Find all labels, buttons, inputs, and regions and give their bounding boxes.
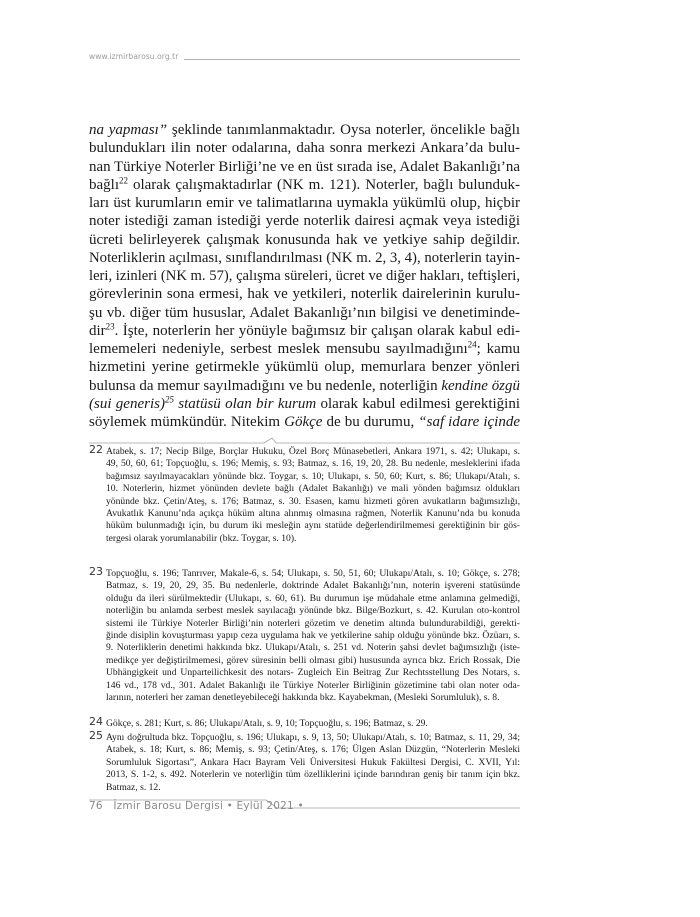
- italic-text: “saf idare içinde: [418, 414, 521, 430]
- text-run: hüküm bulunmadığı için, bu durum iki mesleğin aynı statüde değerlendirilmemesi gerektiğinin bir gös-: [106, 520, 520, 532]
- text-line: [106, 471, 520, 483]
- text-run: Ubhängigkeit und Unparteilichkesit des notars- Zugleich Ein Beitrag Zur Rechtsstellung Des Notars, s.: [106, 667, 520, 679]
- text-run: 2013, S. 1-2, s. 492. Noterlerin ve noterliğin tüm özelliklerini içinde barındıran geniş bir tanım için bkz.: [106, 769, 520, 781]
- text-run: Atabek, s. 17; Necip Bilge, Borçlar Hukuku, Özel Borç Münasebetleri, Ankara 1971, s. 42; Ulukapı, s.: [106, 446, 520, 457]
- footnote-25: [89, 729, 520, 794]
- text-run: dir: [89, 322, 106, 339]
- footnote-number: 23: [89, 565, 103, 578]
- text-line: [106, 496, 520, 508]
- text-line: [106, 782, 520, 794]
- text-run: görevlerinin sona ermesi, hak ve yetkileri, noterlik dairelerinin kurulu-: [89, 286, 520, 303]
- text-line: [106, 744, 520, 756]
- footnote-number: 22: [89, 443, 103, 456]
- text-line: [106, 757, 520, 769]
- text-run: larının, noterleri her zaman denetleyebileceği hakkında bkz. Kayabekman, (Mesleki Sorumluluk), s. 8.: [106, 691, 500, 703]
- text-line: [106, 580, 520, 592]
- text-run: olarak kabul edilmesi gerektiğini: [316, 395, 521, 412]
- text-run: . İşte, noterlerin her yönüyle bağımsız bir çalışan olarak kabul edi-: [114, 322, 520, 339]
- text-run: ları üst kurumların emir ve talimatlarına uymakla yükümlü olup, hiçbir: [89, 195, 520, 211]
- text-run: Sorumluluk Sigortası”, Ankara Hacı Bayram Veli Üniversitesi Hukuk Fakültesi Dergisi, C. XVII, Yıl:: [106, 756, 520, 768]
- text-line: [106, 667, 520, 679]
- text-run: ; kamu: [476, 341, 521, 357]
- text-run: 49, 50, 60, 61; Topçuoğlu, s. 196; Memiş, s. 93; Batmaz, s. 16, 19, 20, 28. Bu nedenle, mesleklerini ifada: [106, 458, 520, 470]
- text-line: [106, 605, 520, 617]
- page-footer: [89, 800, 304, 812]
- italic-text: (sui generis): [89, 395, 165, 412]
- text-run: Aynı doğrultuda bkz. Topçuoğlu, s. 196; Ulukapı, s. 9, 13, 50; Ulukapı/Atalı, s. 10; Batmaz, s. 11, 29, 34;: [106, 732, 520, 743]
- footnote-number: 25: [89, 729, 103, 742]
- text-run: hizmetini yerine getirmekle yükümlü olup, memurlara benzer yönleri: [89, 359, 520, 376]
- text-run: bulundukları ilin noter odalarına, daha sonra merkezi Ankara’da bulu-: [89, 140, 520, 157]
- text-run: Batmaz, s. 12.: [106, 781, 161, 793]
- text-run: şeklinde tanımlanmaktadır. Oysa noterler, öncelikle bağlı: [167, 122, 520, 138]
- footnote-22: [89, 443, 520, 545]
- header-url: www.izmirbarosu.org.tr: [89, 52, 179, 61]
- text-run: 9. Noterliklerin denetimi hakkında bkz. Ulukapı/Atalı, s. 251 vd. Noterin şahsi devlet bağımsızlığı (iste-: [106, 642, 520, 654]
- text-run: 10. Noterlerin, hizmet yönünden devlete bağlı (Adalet Bakanlığı) ve mali yönden bağımsız oldukları: [106, 483, 520, 495]
- text-line: [106, 458, 520, 470]
- text-run: de bu durumu,: [322, 414, 419, 430]
- text-run: Noterliklerin açılması, sınıflandırılması (NK m. 2, 3, 4), noterlerin tayin-: [89, 249, 520, 266]
- text-line: [106, 533, 520, 545]
- italic-text: Gökçe: [284, 414, 323, 430]
- text-line: [106, 769, 520, 781]
- footnote-reference[interactable]: 25: [164, 394, 174, 405]
- text-line: [106, 593, 520, 605]
- text-run: Atabek, s. 18; Kurt, s. 86; Memiş, s. 93; Çetin/Ateş, s. 176; Ülgen Aslan Düzgün, “Noterlerin Mesleki: [106, 744, 520, 756]
- text-run: noterliğin bu anlamda serbest meslek sayılacağı yönünde bkz. Bilge/Bozkurt, s. 42. Kurulan oto-kontrol: [106, 605, 520, 617]
- text-run: Avukatlık Kanunu’nda açıkça hüküm altına alınmış olmasına rağmen, Noterlik Kanunu’nda bu konuda: [106, 507, 520, 519]
- text-line: [106, 642, 520, 654]
- text-run: medikçe yer değiştirilmemesi, görev süresinin belli olması gibi) hususunda ayrıca bkz. Erich Rossak, Die: [106, 654, 520, 666]
- text-run: bağımsız sayılmayacakları yönünde bkz. Toygar, s. 10; Ulukapı, s. 50, 60; Kurt, s. 86; Ulukapı/Atalı, s.: [106, 470, 520, 482]
- text-run: bağlı: [89, 176, 119, 193]
- text-run: ücreti belirleyerek çalışmak konusunda hak ve yetkiye sahip değildir.: [89, 231, 520, 248]
- footnote-23: [89, 565, 520, 704]
- text-run: noter istediği zaman istediği yerde noterlik dairesi açmak veya istediği: [89, 213, 520, 230]
- text-run: Gökçe, s. 281; Kurt, s. 86; Ulukapı/Atalı, s. 9, 10; Topçuoğlu, s. 196; Batmaz, s. 29.: [106, 718, 428, 729]
- text-run: yönünde bkz. Çetin/Ateş, s. 176; Batmaz, s. 30. Esasen, kamu hizmeti gören avukatların bağımsızlığı,: [106, 495, 520, 507]
- italic-text: statüsü olan bir kurum: [173, 395, 317, 412]
- text-line: [106, 630, 520, 642]
- text-run: Topçuoğlu, s. 196; Tanrıver, Makale-6, s. 54; Ulukapı, s. 50, 51, 60; Ulukapı/Atalı, s. 10; Gökçe, s. 278;: [106, 568, 520, 579]
- footnote-number: 24: [89, 715, 103, 728]
- italic-text: kendine özgü: [441, 377, 520, 394]
- text-line: [106, 655, 520, 667]
- text-run: 146 vd., 178 vd., 301. Adalet Bakanlığı ile Türkiye Noterler Birliğinin gözetimine tabi olan noter oda-: [106, 679, 520, 691]
- text-line: [106, 618, 520, 630]
- text-run: olduğu da ileri sürülmektedir (Ulukapı, s. 60, 61). Bu durumun işe müdahale etme anlamına gelmediği,: [106, 592, 520, 604]
- footnote-reference[interactable]: 22: [119, 175, 128, 186]
- text-run: söylemek mümkündür. Nitekim: [89, 414, 285, 430]
- text-run: olarak çalışmaktadırlar (NK m. 121). Noterler, bağlı bulunduk-: [128, 176, 520, 193]
- text-run: lememeleri nedeniyle, serbest meslek mensubu sayılmadığını: [89, 341, 468, 357]
- text-run: ğinde disiplin kovuşturması yapıp ceza uygulama hak ve yetkilerine sahip olduğu yönünde bkz. Özüarı, s.: [106, 629, 520, 641]
- text-run: tergesi olarak yorumlanabilir (bkz. Toygar, s. 10).: [106, 532, 297, 544]
- text-line: [106, 446, 520, 458]
- text-run: nan Türkiye Noterler Birliği’ne ve en üst sırada ise, Adalet Bakanlığı’na: [89, 158, 520, 175]
- text-line: [106, 680, 520, 692]
- text-line: [106, 520, 520, 532]
- text-run: leri, izinleri (NK m. 57), çalışma süreleri, ücret ve diğer hakları, teftişleri,: [89, 268, 520, 284]
- page-number: 76: [89, 800, 103, 812]
- text-line: [106, 718, 520, 730]
- text-run: sistemi ile Türkiye Noterler Birliği’nin noterleri gözetim ve denetim altında bulundurabildiği, gerekti-: [106, 617, 520, 629]
- text-line: [106, 568, 520, 580]
- footnote-24: [89, 715, 520, 730]
- text-line: [106, 692, 520, 704]
- text-line: [106, 508, 520, 520]
- footnote-reference[interactable]: 24: [467, 339, 477, 350]
- italic-text: na yapması”: [89, 122, 168, 138]
- journal-info: İzmir Barosu Dergisi • Eylül 2021 •: [113, 800, 304, 812]
- footnote-reference[interactable]: 23: [105, 321, 115, 332]
- text-line: [106, 732, 520, 744]
- text-run: şu vb. diğer tüm hususlar, Adalet Bakanlığı’nın bilgisi ve denetiminde-: [89, 304, 520, 321]
- text-run: Batmaz, s. 19, 20, 29, 35. Bu nedenlerle, doktrinde Adalet Bakanlığı’nın, noterin işvereni statüsünde: [106, 580, 520, 592]
- text-line: [106, 483, 520, 495]
- text-run: bulunsa da memur sayılmadığını ve bu nedenle, noterliğin: [89, 377, 442, 394]
